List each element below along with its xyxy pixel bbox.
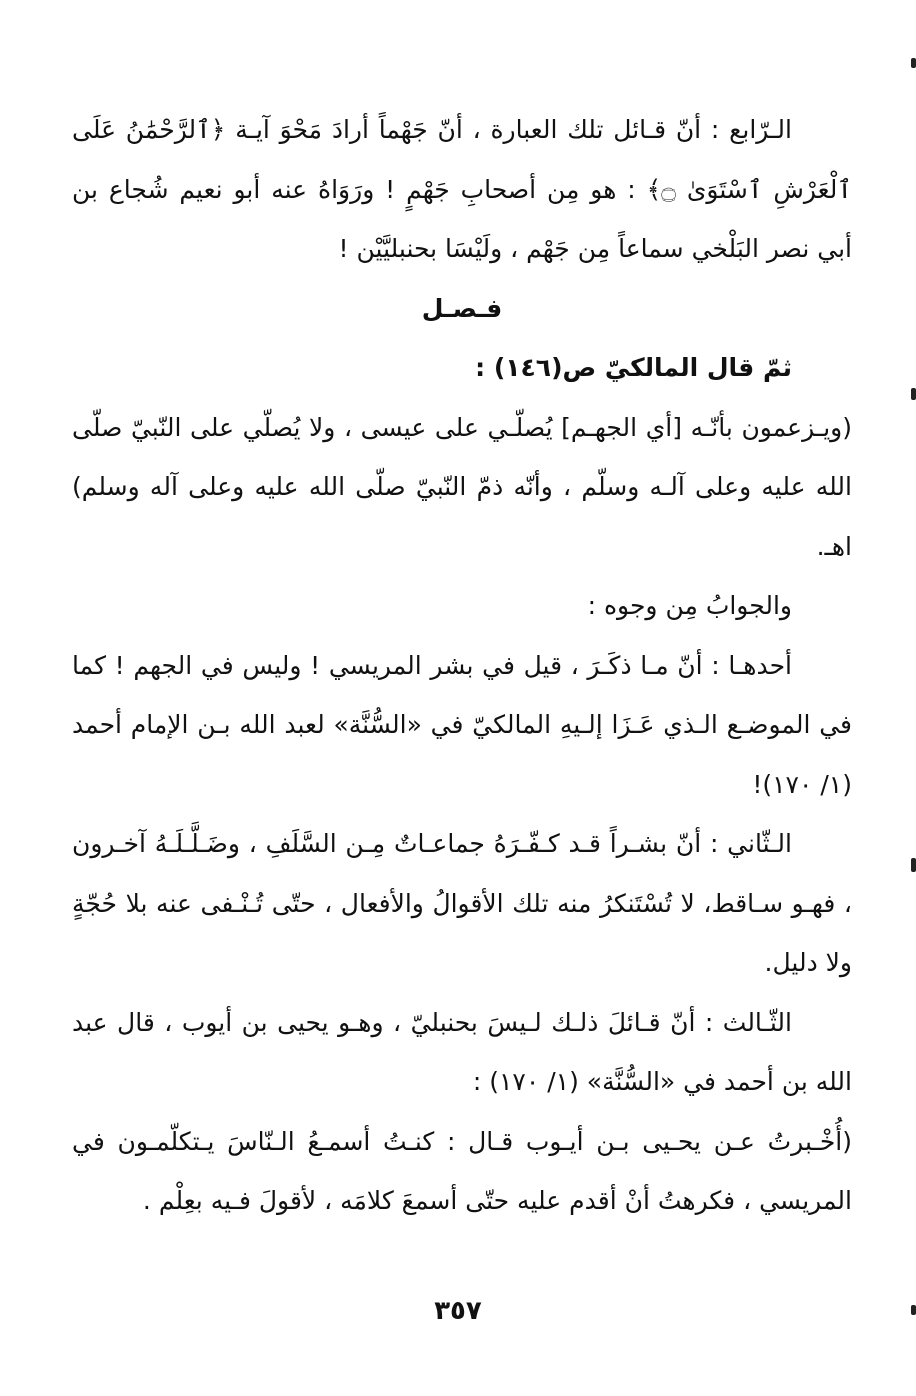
paragraph-third-point: الثّـالث : أنّ قـائلَ ذلـك لـيسَ بحنبليّ ، وهـو يحيى بن أيوب ، قال عبد الله بن أحمد في «السُّنَّة» (١/ ١٧٠) : (72, 1007, 852, 1096)
paragraph-second-point: الـثّاني : أنّ بشـراً قـد كـفّـرَهُ جماعـاتٌ مِـن السَّلَفِ ، وضَـلَّـلَـهُ آخـرون ، فهـو سـاقط، لا تُسْتَنكرُ منه تلك الأقوالُ والأفعال ، حتّى تُـنْـفى عنه بلا حُجّةٍ ولا دليل. (72, 829, 852, 977)
section-heading: فـصـل (421, 293, 503, 323)
page-text-body (72, 100, 852, 1231)
paragraph-answer-intro: والجوابُ مِن وجوه : (587, 591, 792, 620)
scan-edge-mark-bottom (911, 1305, 916, 1315)
paragraph-quote-intro: ثمّ قال المالكيّ ص(١٤٦) : (475, 353, 792, 382)
scan-edge-mark-lower (911, 858, 916, 872)
scan-edge-mark-top (911, 58, 916, 68)
paragraph-narration: (أُخْـبرتُ عـن يحـيى بـن أيـوب قـال : كنـتُ أسمـعُ الـنّاسَ يـتكلّمـون في المريسي ، فكرهتُ أنْ أقدم عليه حتّى أسمعَ كلامَه ، لأقولَ فـيه بعِلْم . (72, 1126, 852, 1215)
paragraph-first-point: أحدهـا : أنّ مـا ذكَـرَ ، قيل في بشر المريسي ! وليس في الجهم ! كما في الموضـع الـذي عَـزَا إلـيهِ المالكيّ في «السُّنَّة» لعبد الله بـن الإمام أحمد (١/ ١٧٠)! (72, 650, 852, 799)
scan-edge-mark-middle (911, 388, 916, 400)
paragraph-quote: (ويـزعمون بأنّـه [أي الجهـم] يُصلّـي على عيسى ، ولا يُصلّي على النّبيّ صلّى الله عليه وعلى آلـه وسلّم ، وأنّه ذمّ النّبيّ صلّى الله عليه وعلى آله وسلم) اهـ. (72, 412, 852, 561)
paragraph-fourth-point: الـرّابع : أنّ قـائل تلك العبارة ، أنّ جَهْماً أرادَ مَحْوَ آيـة ﴿ٱلرَّحْمَٰنُ عَلَى ٱلْعَرْشِ ٱسْتَوَىٰ ۝﴾ : هو مِن أصحابِ جَهْمٍ ! ورَوَاهُ عنه أبو نعيم شُجاع بن أبي نصر البَلْخي سماعاً مِن جَهْم ، ولَيْسَا بحنبليَّيْن ! (72, 115, 853, 263)
page-number: ٣٥٧ (434, 1296, 482, 1326)
